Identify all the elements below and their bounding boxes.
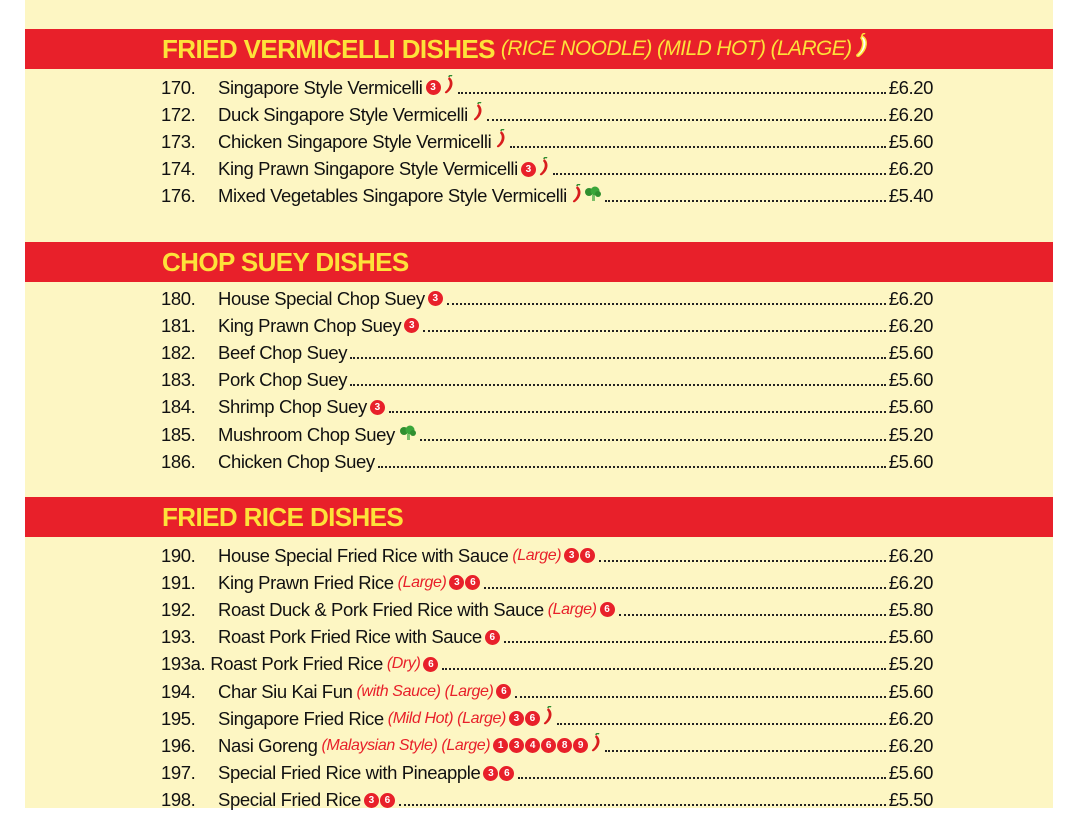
item-price: £5.80 xyxy=(888,598,933,620)
item-marks xyxy=(423,657,439,672)
item-price: £5.60 xyxy=(888,341,933,363)
item-price: £6.20 xyxy=(888,707,933,729)
item-number: 198. xyxy=(161,789,196,811)
item-number: 176. xyxy=(161,185,196,207)
chilli-icon xyxy=(472,102,484,127)
menu-item-row xyxy=(161,760,933,787)
broccoli-icon xyxy=(399,424,417,446)
item-name: Chicken Chop Suey xyxy=(218,450,375,472)
item-name: King Prawn Chop Suey xyxy=(218,314,402,336)
item-number: 191. xyxy=(161,571,196,593)
allergen-badge: 1 xyxy=(493,738,508,753)
chilli-icon xyxy=(495,129,507,154)
item-price: £6.20 xyxy=(888,158,933,180)
item-marks xyxy=(428,291,444,306)
item-marks xyxy=(483,766,515,781)
item-number: 186. xyxy=(161,450,196,472)
allergen-badge: 3 xyxy=(404,318,419,333)
allergen-badge: 6 xyxy=(580,548,595,563)
item-number: 195. xyxy=(161,707,196,729)
item-number: 190. xyxy=(161,544,196,566)
dotted-leader xyxy=(515,696,885,698)
item-note: (Dry) xyxy=(386,655,421,673)
menu-page xyxy=(25,0,1053,811)
item-name: Special Fried Rice xyxy=(218,789,361,811)
broccoli-icon xyxy=(584,185,602,207)
chilli-icon xyxy=(538,157,550,182)
allergen-badge: 3 xyxy=(426,80,441,95)
item-price: £5.60 xyxy=(888,626,933,648)
menu-item-row xyxy=(161,339,933,366)
item-marks xyxy=(496,684,512,699)
item-price: £5.60 xyxy=(888,369,933,391)
item-price: £5.60 xyxy=(888,130,933,152)
dotted-leader xyxy=(399,804,886,806)
section-chop-suey xyxy=(25,242,1053,472)
section-fried-vermicelli xyxy=(25,29,1053,207)
allergen-badge: 4 xyxy=(525,738,540,753)
item-number: 182. xyxy=(161,341,196,363)
item-number: 192. xyxy=(161,598,196,620)
item-marks xyxy=(398,424,417,446)
menu-item-row xyxy=(161,678,933,705)
item-note: (Large) xyxy=(547,600,597,618)
item-note: (Mild Hot) (Large) xyxy=(387,709,506,727)
item-name: Mushroom Chop Suey xyxy=(218,423,395,445)
dotted-leader xyxy=(350,384,886,386)
allergen-badge: 8 xyxy=(557,738,572,753)
dotted-leader xyxy=(458,92,886,94)
allergen-badge: 6 xyxy=(600,602,615,617)
item-price: £6.20 xyxy=(888,76,933,98)
item-name: Duck Singapore Style Vermicelli xyxy=(218,103,468,125)
item-name: Singapore Fried Rice xyxy=(218,707,384,729)
dotted-leader xyxy=(553,173,886,175)
chilli-icon xyxy=(542,706,554,731)
item-marks xyxy=(426,75,455,100)
item-price: £6.20 xyxy=(888,314,933,336)
item-marks xyxy=(364,793,396,808)
section-banner xyxy=(25,29,1053,69)
item-number: 193. xyxy=(161,626,196,648)
item-marks xyxy=(471,102,484,127)
item-number: 174. xyxy=(161,158,196,180)
item-number: 184. xyxy=(161,396,196,418)
item-name: Roast Pork Fried Rice with Sauce xyxy=(218,626,482,648)
allergen-badge: 6 xyxy=(465,575,480,590)
dotted-leader xyxy=(599,560,886,562)
dotted-leader xyxy=(557,723,886,725)
item-price: £5.20 xyxy=(888,423,933,445)
menu-item-row xyxy=(161,367,933,394)
item-marks xyxy=(494,129,507,154)
menu-item-row xyxy=(161,787,933,814)
menu-item-row xyxy=(161,285,933,312)
menu-item-row xyxy=(161,128,933,155)
item-marks xyxy=(485,630,501,645)
item-number: 185. xyxy=(161,423,196,445)
item-note: (Large) xyxy=(512,546,562,564)
section-note: (RICE NOODLE) (MILD HOT) (LARGE) xyxy=(500,37,852,60)
item-price: £5.60 xyxy=(888,762,933,784)
menu-item-row xyxy=(161,542,933,569)
allergen-badge: 3 xyxy=(364,793,379,808)
item-marks xyxy=(509,706,554,731)
chilli-icon xyxy=(853,33,871,66)
allergen-badge: 3 xyxy=(449,575,464,590)
dotted-leader xyxy=(378,466,886,468)
item-name: Singapore Style Vermicelli xyxy=(218,76,423,98)
dotted-leader xyxy=(518,777,885,779)
item-name: Special Fried Rice with Pineapple xyxy=(218,762,481,784)
section-banner xyxy=(25,242,1053,282)
item-name: Beef Chop Suey xyxy=(218,341,348,363)
allergen-badge: 6 xyxy=(423,657,438,672)
allergen-badge: 6 xyxy=(499,766,514,781)
menu-item-row xyxy=(161,569,933,596)
menu-item-row xyxy=(161,183,933,210)
dotted-leader xyxy=(447,303,886,305)
allergen-badge: 6 xyxy=(380,793,395,808)
item-name: King Prawn Singapore Style Vermicelli xyxy=(218,158,518,180)
item-name: Nasi Goreng xyxy=(218,734,318,756)
item-number: 197. xyxy=(161,762,196,784)
allergen-badge: 3 xyxy=(428,291,443,306)
dotted-leader xyxy=(442,668,885,670)
dotted-leader xyxy=(350,357,886,359)
item-name: Roast Duck & Pork Fried Rice with Sauce xyxy=(218,598,544,620)
item-marks xyxy=(521,157,550,182)
item-number: 194. xyxy=(161,680,196,702)
item-price: £6.20 xyxy=(888,734,933,756)
item-marks xyxy=(493,733,602,758)
item-name: Chicken Singapore Style Vermicelli xyxy=(218,130,492,152)
allergen-badge: 6 xyxy=(525,711,540,726)
item-number: 196. xyxy=(161,734,196,756)
item-name: King Prawn Fried Rice xyxy=(218,571,394,593)
chilli-icon xyxy=(571,184,583,209)
dotted-leader xyxy=(510,146,885,148)
item-price: £6.20 xyxy=(888,103,933,125)
menu-item-row xyxy=(161,624,933,651)
item-marks xyxy=(404,318,420,333)
item-marks xyxy=(370,400,386,415)
allergen-badge: 9 xyxy=(573,738,588,753)
menu-item-row xyxy=(161,101,933,128)
item-marks xyxy=(600,602,616,617)
menu-item-row xyxy=(161,74,933,101)
dotted-leader xyxy=(389,411,886,413)
dotted-leader xyxy=(487,119,886,121)
dotted-leader xyxy=(484,587,885,589)
item-number: 183. xyxy=(161,369,196,391)
chilli-icon xyxy=(443,75,455,100)
item-number: 172. xyxy=(161,103,196,125)
item-marks xyxy=(564,548,596,563)
section-title: FRIED VERMICELLI DISHES xyxy=(162,33,495,64)
menu-item-row xyxy=(161,156,933,183)
item-number: 193a. xyxy=(161,653,206,675)
item-price: £6.20 xyxy=(888,287,933,309)
menu-item-row xyxy=(161,421,933,448)
allergen-badge: 6 xyxy=(485,630,500,645)
item-name: Shrimp Chop Suey xyxy=(218,396,367,418)
dotted-leader xyxy=(423,330,885,332)
menu-item-row xyxy=(161,651,933,678)
allergen-badge: 3 xyxy=(564,548,579,563)
item-price: £5.60 xyxy=(888,680,933,702)
item-name: Char Siu Kai Fun xyxy=(218,680,353,702)
item-price: £5.50 xyxy=(888,789,933,811)
item-price: £5.40 xyxy=(888,185,933,207)
item-name: Mixed Vegetables Singapore Style Vermicelli xyxy=(218,185,567,207)
chilli-icon xyxy=(590,733,602,758)
item-number: 180. xyxy=(161,287,196,309)
allergen-badge: 6 xyxy=(541,738,556,753)
item-marks xyxy=(449,575,481,590)
menu-item-row xyxy=(161,394,933,421)
menu-item-row xyxy=(161,596,933,623)
item-note: (with Sauce) (Large) xyxy=(356,682,494,700)
dotted-leader xyxy=(619,614,886,616)
item-number: 170. xyxy=(161,76,196,98)
allergen-badge: 3 xyxy=(509,738,524,753)
dotted-leader xyxy=(420,439,886,441)
allergen-badge: 3 xyxy=(483,766,498,781)
item-note: (Malaysian Style) (Large) xyxy=(321,736,491,754)
item-price: £5.60 xyxy=(888,396,933,418)
item-price: £6.20 xyxy=(888,571,933,593)
allergen-badge: 3 xyxy=(509,711,524,726)
menu-item-row xyxy=(161,705,933,732)
allergen-badge: 6 xyxy=(496,684,511,699)
allergen-badge: 3 xyxy=(370,400,385,415)
item-price: £5.20 xyxy=(888,653,933,675)
item-price: £6.20 xyxy=(888,544,933,566)
item-price: £5.60 xyxy=(888,450,933,472)
item-name: House Special Chop Suey xyxy=(218,287,425,309)
item-number: 173. xyxy=(161,130,196,152)
item-name: House Special Fried Rice with Sauce xyxy=(218,544,509,566)
item-marks xyxy=(570,184,602,209)
item-note: (Large) xyxy=(397,573,447,591)
menu-item-row xyxy=(161,312,933,339)
item-name: Pork Chop Suey xyxy=(218,369,348,391)
item-name: Roast Pork Fried Rice xyxy=(210,653,383,675)
dotted-leader xyxy=(605,200,886,202)
item-number: 181. xyxy=(161,314,196,336)
allergen-badge: 3 xyxy=(521,162,536,177)
dotted-leader xyxy=(504,641,886,643)
section-title: FRIED RICE DISHES xyxy=(162,501,404,532)
menu-item-row xyxy=(161,732,933,759)
dotted-leader xyxy=(605,750,886,752)
section-fried-rice xyxy=(25,497,1053,811)
menu-item-row xyxy=(161,448,933,475)
section-title: CHOP SUEY DISHES xyxy=(162,246,409,277)
section-banner xyxy=(25,497,1053,537)
